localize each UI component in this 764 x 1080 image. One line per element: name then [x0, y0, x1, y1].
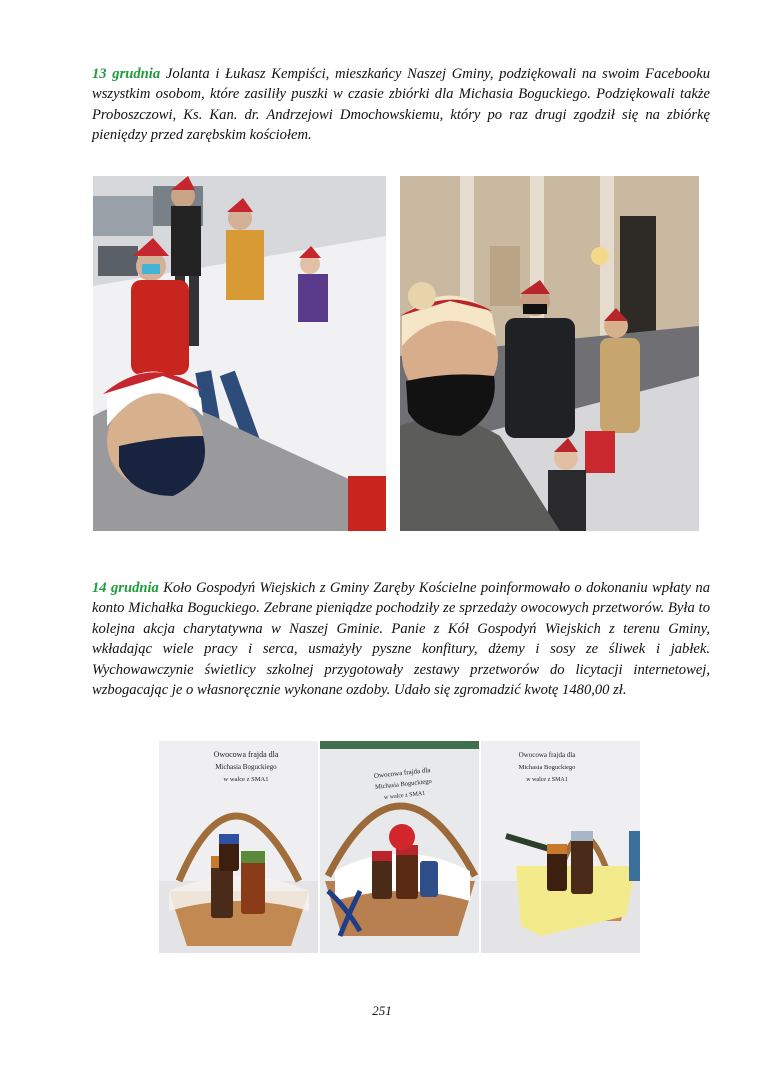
paragraph-13-text: Jolanta i Łukasz Kempiści, mieszkańcy Naszej Gminy, podziękowali na swoim Facebooku wszystkim osobom, które zasiliły puszki w czasie zbiórki dla Michasia Boguckiego. Podziękowali także Proboszczowi, Ks. Kan. dr. Andrzejowi Dmochowskiemu, który po raz drugi zgodził się na zbiórkę pieniędzy przed zarębskim kościołem. [92, 66, 710, 144]
photo-basket-2 [320, 741, 479, 953]
basket3-sign-line3: w walce z SMA1 [526, 777, 568, 783]
basket-sign-line1: Owocowa frajda dla [213, 750, 279, 759]
basket2-sign-line3: w walce z SMA1 [383, 790, 426, 802]
paragraph-14-text: Koło Gospodyń Wiejskich z Gminy Zaręby Kościelne poinformowało o dokonaniu wpłaty na konto Michałka Boguckiego. Zebrane pieniądze pochodziły ze sprzedaży owocowych przetworów. Była to kolejna akcja charytatywna w Naszej Gminie. Panie z Kół Gospodyń Wiejskich z terenu Gminy, wkładając wiele pracy i serca, usmażyły pyszne konfitury, dżemy i sosy ze śliwek i jabłek. Wychowawczynie świetlicy szkolnej przygotowały zestawy przetworów do licytacji internetowej, wzbogacając je o własnoręcznie wykonane ozdoby. Udało się zgromadzić kwotę 1480,00 zł. [92, 580, 710, 699]
paragraph-14-grudnia [92, 578, 710, 700]
basket3-sign-line1: Owocowa frajda dla [518, 751, 576, 759]
date-14-grudnia: 14 grudnia [92, 580, 159, 596]
basket-sign-line2: Michasia Boguckiego [215, 763, 277, 771]
basket-sign-line3: w walce z SMA1 [223, 776, 269, 783]
basket3-sign-line2: Michasia Boguckiego [518, 764, 576, 771]
photo-snowy-street-selfie [93, 176, 386, 531]
photo-church-night-selfie [400, 176, 699, 531]
paragraph-13-grudnia [92, 64, 710, 146]
basket2-sign-line2: Michasia Boguckiego [374, 777, 433, 791]
photo-basket-3 [481, 741, 640, 953]
photo-basket-1 [159, 741, 318, 953]
page-number: 251 [372, 1003, 392, 1018]
date-13-grudnia: 13 grudnia [92, 66, 161, 82]
basket2-sign-line1: Owocowa frajda dla [373, 766, 431, 780]
